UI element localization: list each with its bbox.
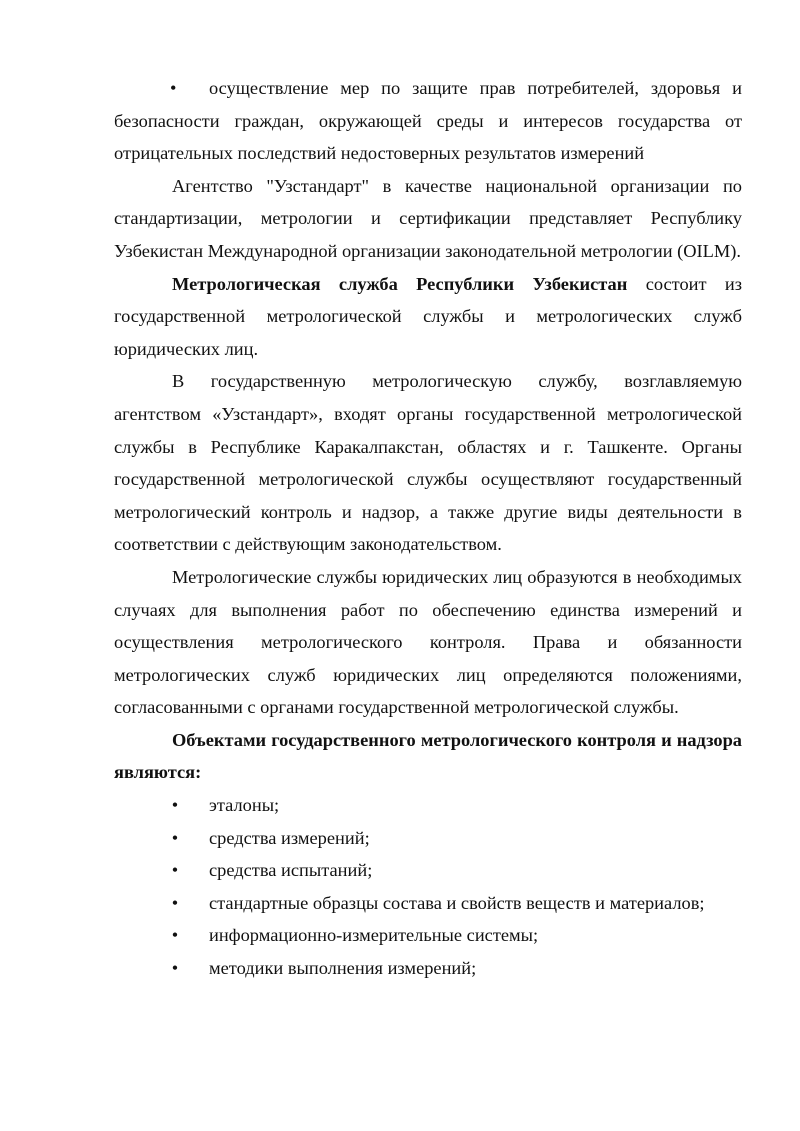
intro-bullet-first-line: [114, 72, 742, 105]
bullet-marker: •: [171, 860, 179, 881]
objects-list: [114, 789, 742, 985]
intro-bullet-text-line1: осуществление мер по защите прав потребителей, здоровья и: [209, 78, 742, 98]
list-item: [114, 952, 742, 985]
intro-bullet-item: [114, 72, 742, 170]
objects-heading-text: Объектами государственного метрологического контроля и надзора являются:: [114, 729, 742, 783]
list-item-text: информационно-измерительные системы;: [209, 925, 539, 946]
metrology-service-bold-term: Метрологическая служба Республики Узбекистан: [172, 273, 628, 294]
bullet-marker: •: [171, 958, 179, 979]
list-item-text: эталоны;: [209, 795, 280, 816]
state-service-paragraph: В государственную метрологическую службу, возглавляемую агентством «Узстандарт», входят органы государственной метрологической службы в Республике Каракалпакстан, областях и г. Ташкенте. Органы государственной метрологической службы осуществляют государственный метрологический контроль и надзор, а также другие виды деятельности в соответствии с действующим законодательством.: [114, 371, 742, 555]
list-item: [114, 919, 742, 952]
agency-paragraph: Агентство "Узстандарт" в качестве национальной организации по стандартизации, метрологии и сертификации представляет Республику Узбекистан Международной организации законодательной метрологии (OILM).: [114, 175, 742, 261]
list-item: [114, 789, 742, 822]
metrology-service-text: состоит из государственной метрологической службы и метрологических служб юридических лиц.: [114, 273, 742, 359]
bullet-marker: •: [170, 78, 177, 98]
list-item: [114, 854, 742, 887]
intro-bullet-text-rest: безопасности граждан, окружающей среды и интересов государства от отрицательных последствий недостоверных результатов измерений: [114, 110, 742, 164]
bullet-marker: •: [171, 892, 179, 913]
bullet-marker: •: [171, 925, 179, 946]
list-item: [114, 887, 742, 920]
legal-entities-paragraph: Метрологические службы юридических лиц образуются в необходимых случаях для выполнения работ по обеспечению единства измерений и осуществления метрологического контроля. Права и обязанности метрологических служб юридических лиц определяются положениями, согласованными с органами государственной метрологической службы.: [114, 566, 742, 718]
list-item: [114, 822, 742, 855]
metrology-service-paragraph: [114, 268, 742, 366]
document-page: [114, 72, 742, 985]
list-item-text: методики выполнения измерений;: [209, 958, 477, 979]
bullet-marker: •: [171, 795, 179, 816]
bullet-marker: •: [171, 827, 179, 848]
objects-heading: [114, 724, 742, 789]
list-item-text: средства испытаний;: [209, 860, 373, 881]
list-item-text: стандартные образцы состава и свойств веществ и материалов;: [209, 892, 705, 913]
list-item-text: средства измерений;: [209, 827, 370, 848]
